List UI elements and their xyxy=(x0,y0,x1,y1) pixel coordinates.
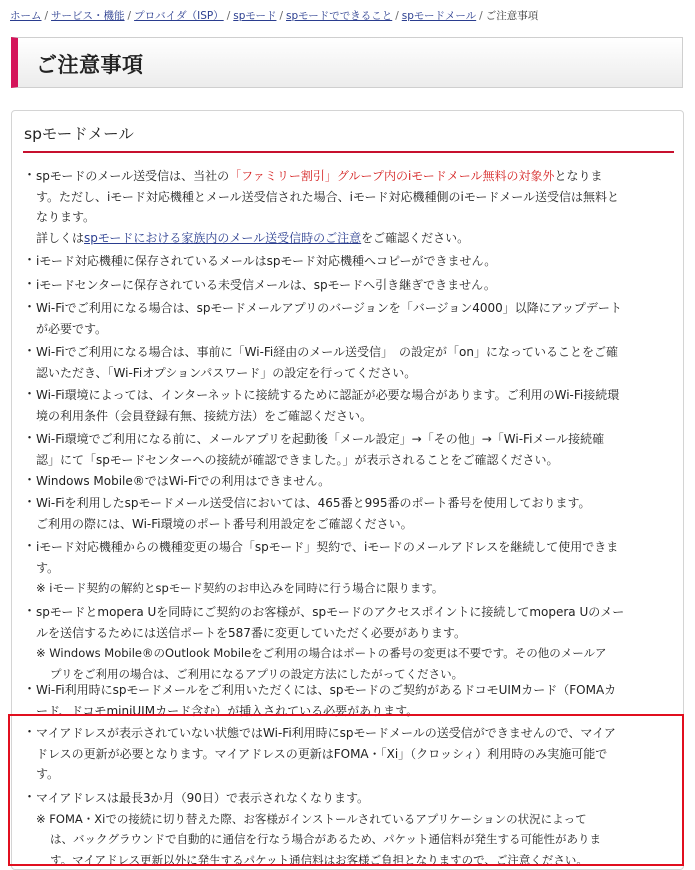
breadcrumb-separator: / xyxy=(279,10,283,22)
highlight-box xyxy=(8,714,684,866)
bullet-marker: ・ xyxy=(23,387,37,402)
bullet-marker: ・ xyxy=(23,344,37,359)
note-line xyxy=(36,166,602,186)
breadcrumb-link[interactable]: ホーム xyxy=(10,10,42,22)
breadcrumb-separator: / xyxy=(479,10,483,22)
note-line: が必要です。 xyxy=(36,322,108,336)
breadcrumb-separator: / xyxy=(127,10,132,22)
note-line: マイアドレスは最長3か月（90日）で表示されなくなります。 xyxy=(36,791,369,805)
bullet-marker: ・ xyxy=(23,300,37,315)
note-line: ルを送信するためには送信ポートを587番に変更していただく必要があります。 xyxy=(36,626,466,640)
note-text: spモードのメール送受信は、当社の xyxy=(36,169,230,183)
note-subnote-line: ※ iモード契約の解約とspモード契約のお申込みを同時に行う場合に限ります。 xyxy=(36,581,444,595)
note-line: 認」にて「spモードセンターへの接続が確認できました。」が表示されることをご確認ください。 xyxy=(36,453,559,467)
bullet-marker: ・ xyxy=(23,473,37,488)
note-subnote-line: プリをご利用の場合は、ご利用になるアプリの設定方法にしたがってください。 xyxy=(50,667,464,681)
note-line: 認いただき、「Wi-Fiオプションパスワード」の設定を行ってください。 xyxy=(36,366,417,380)
bullet-marker: ・ xyxy=(23,539,37,554)
note-subnote-line: す。マイアドレス更新以外に発生するパケット通信料はお客様ご負担となりますので、ご注意ください。 xyxy=(50,853,588,867)
note-line: 境の利用条件（会員登録有無、接続方法）をご確認ください。 xyxy=(36,409,373,423)
note-line: Wi-Fi環境によっては、インターネットに接続するために認証が必要な場合があります。ご利用のWi-Fi接続環 xyxy=(36,388,620,402)
note-line: ドレスの更新が必要となります。マイアドレスの更新はFOMA・「Xi」（クロッシィ）利用時のみ実施可能で xyxy=(36,747,608,761)
note-text: となりま xyxy=(554,169,603,183)
section-divider xyxy=(23,151,674,153)
note-line: iモード対応機種に保存されているメールはspモード対応機種へコピーができません。 xyxy=(36,254,497,268)
note-line: なります。 xyxy=(36,210,96,224)
note-line: ご利用の際には、Wi-Fi環境のポート番号利用設定をご確認ください。 xyxy=(36,517,413,531)
bullet-marker: ・ xyxy=(23,168,37,183)
breadcrumb-link[interactable]: spモードでできること xyxy=(286,10,393,22)
breadcrumb-separator: / xyxy=(395,10,399,22)
note-emphasis: 「ファミリー割引」グループ内のiモードメール無料の対象外 xyxy=(229,169,555,183)
bullet-marker: ・ xyxy=(23,277,37,292)
bullet-marker: ・ xyxy=(23,495,37,510)
note-text: 詳しくは xyxy=(36,231,85,245)
note-subnote-line: は、バックグラウンドで自動的に通信を行なう場合があるため、パケット通信料が発生する可能性がありま xyxy=(50,832,601,846)
bullet-marker: ・ xyxy=(23,725,37,740)
bullet-marker: ・ xyxy=(23,604,37,619)
note-line: す。ただし、iモード対応機種とメール送受信された場合、iモード対応機種側のiモードメール送受信は無料と xyxy=(36,190,620,204)
note-subnote-line: ※ Windows Mobile®のOutlook Mobileをご利用の場合はポートの番号の変更は不要です。その他のメールア xyxy=(36,646,607,660)
note-line: Wi-Fiでご利用になる場合は、spモードメールアプリのバージョンを「バージョン4000」以降にアップデート xyxy=(36,301,622,315)
note-line: ード、ドコモminiUIMカード含む）が挿入されている必要があります。 xyxy=(36,704,419,718)
note-line: Wi-Fi利用時にspモードメールをご利用いただくには、spモードのご契約があるドコモUIMカード（FOMAカ xyxy=(36,683,617,697)
breadcrumb-separator: / xyxy=(226,10,231,22)
note-line: iモードセンターに保存されている未受信メールは、spモードへ引き継ぎできません。 xyxy=(36,278,496,292)
bullet-marker: ・ xyxy=(23,431,37,446)
breadcrumb-link[interactable]: サービス・機能 xyxy=(51,10,125,22)
breadcrumb-current: ご注意事項 xyxy=(485,10,539,22)
breadcrumb-link[interactable]: spモード xyxy=(233,10,277,22)
breadcrumb xyxy=(10,7,690,25)
note-line: Wi-Fi環境でご利用になる前に、メールアプリを起動後「メール設定」→「その他」→「Wi-Fiメール接続確 xyxy=(36,432,605,446)
note-line: Windows Mobile®ではWi-Fiでの利用はできません。 xyxy=(36,474,331,488)
breadcrumb-link[interactable]: spモードメール xyxy=(401,10,477,22)
bullet-marker: ・ xyxy=(23,790,37,805)
note-line: iモード対応機種からの機種変更の場合「spモード」契約で、iモードのメールアドレスを継続して使用できま xyxy=(36,540,619,554)
note-line: す。 xyxy=(36,767,60,781)
note-line xyxy=(36,228,469,248)
page-title-bar xyxy=(11,37,683,88)
breadcrumb-separator: / xyxy=(44,10,49,22)
note-line: マイアドレスが表示されていない状態ではWi-Fi利用時にspモードメールの送受信ができませんので、マイア xyxy=(36,726,616,740)
section-heading: spモードメール xyxy=(24,125,134,143)
note-line: Wi-Fiでご利用になる場合は、事前に「Wi-Fi経由のメール送受信」 の設定が「on」になっていることをご確 xyxy=(36,345,618,359)
breadcrumb-link[interactable]: プロバイダ（ISP） xyxy=(134,10,224,22)
note-line: Wi-Fiを利用したspモードメール送受信においては、465番と995番のポート番号を使用しております。 xyxy=(36,496,591,510)
bullet-marker: ・ xyxy=(23,253,37,268)
family-mail-notice-link[interactable]: spモードにおける家族内のメール送受信時のご注意 xyxy=(84,231,362,245)
note-subnote-line: ※ FOMA・Xiでの接続に切り替えた際、お客様がインストールされているアプリケーションの状況によって xyxy=(36,812,587,826)
page-title: ご注意事項 xyxy=(36,53,144,77)
note-line: spモードとmopera Uを同時にご契約のお客様が、spモードのアクセスポイントに接続してmopera Uのメー xyxy=(36,605,625,619)
note-line: す。 xyxy=(36,561,60,575)
note-text: をご確認ください。 xyxy=(361,231,470,245)
bullet-marker: ・ xyxy=(23,682,37,697)
